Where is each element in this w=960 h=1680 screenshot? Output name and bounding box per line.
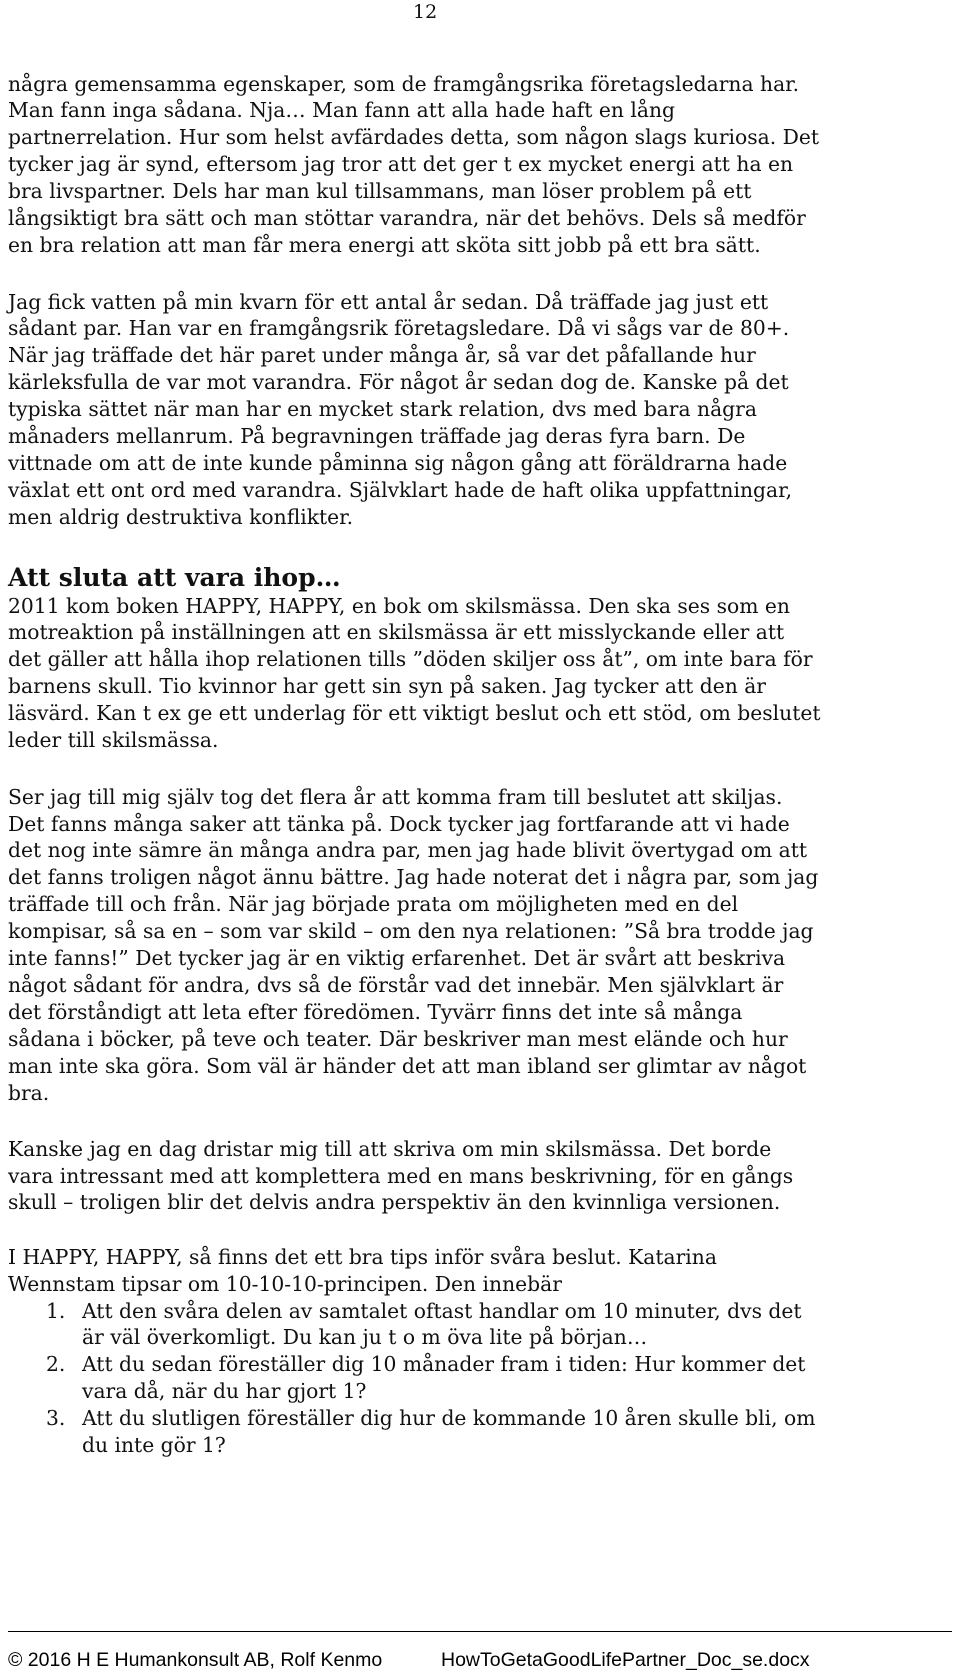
text-line: 2011 kom boken HAPPY, HAPPY, en bok om skilsmässa. Den ska ses som en — [8, 593, 790, 618]
paragraph — [8, 289, 948, 531]
text-line: några gemensamma egenskaper, som de framgångsrika företagsledarna har. — [8, 71, 800, 96]
text-line: bra. — [8, 1080, 50, 1105]
text-line: man inte ska göra. Som väl är händer det att man ibland ser glimtar av något — [8, 1053, 807, 1078]
section-heading: Att sluta att vara ihop… — [8, 562, 341, 592]
paragraph — [8, 1244, 948, 1298]
list-number: 3. — [46, 1406, 66, 1431]
footer-copyright: © 2016 H E Humankonsult AB, Rolf Kenmo — [8, 1649, 383, 1671]
list-item-text: Att du slutligen föreställer dig hur de kommande 10 åren skulle bli, om — [82, 1406, 816, 1431]
paragraph — [8, 71, 948, 259]
text-line: När jag träffade det här paret under många år, så var det påfallande hur — [8, 343, 756, 368]
list-item-text: du inte gör 1? — [82, 1433, 226, 1458]
text-line: Jag fick vatten på min kvarn för ett antal år sedan. Då träffade jag just ett — [8, 289, 769, 314]
text-line: tycker jag är synd, eftersom jag tror att det ger t ex mycket energi att ha en — [8, 152, 794, 177]
paragraph — [8, 1136, 948, 1217]
footer-rule — [8, 1631, 952, 1632]
page-number: 12 — [413, 1, 438, 23]
text-line: en bra relation att man får mera energi att sköta sitt jobb på ett bra sätt. — [8, 232, 761, 257]
text-line: typiska sättet när man har en mycket stark relation, dvs med bara några — [8, 397, 757, 422]
text-line: sådant par. Han var en framgångsrik företagsledare. Då vi sågs var de 80+. — [8, 316, 790, 341]
text-line: något sådant för andra, dvs så de förstår vad det innebär. Men självklart är — [8, 972, 784, 997]
text-line: träffade till och från. När jag började prata om möjligheten med en del — [8, 892, 739, 917]
text-line: läsvärd. Kan t ex ge ett underlag för ett viktigt beslut och ett stöd, om beslutet — [8, 701, 821, 726]
list-item-text: är väl överkomligt. Du kan ju t o m öva lite på början… — [82, 1325, 648, 1350]
text-line: Wennstam tipsar om 10-10-10-principen. Den innebär — [8, 1271, 562, 1296]
text-line: vara intressant med att komplettera med en mans beskrivning, för en gångs — [8, 1163, 794, 1188]
document-body — [8, 71, 948, 1459]
list-item — [8, 1405, 948, 1459]
text-line: långsiktigt bra sätt och man stöttar varandra, när det behövs. Dels så medför — [8, 206, 806, 231]
list-item-text: vara då, när du har gjort 1? — [82, 1379, 367, 1404]
text-line: sådana i böcker, på teve och teater. Där beskriver man mest elände och hur — [8, 1026, 788, 1051]
text-line: Det fanns många saker att tänka på. Dock tycker jag fortfarande att vi hade — [8, 811, 790, 836]
text-line: kärleksfulla de var mot varandra. För något år sedan dog de. Kanske på det — [8, 370, 789, 395]
text-line: växlat ett ont ord med varandra. Självklart hade de haft olika uppfattningar, — [8, 477, 793, 502]
list-item — [8, 1351, 948, 1405]
text-line: Kanske jag en dag dristar mig till att skriva om min skilsmässa. Det borde — [8, 1136, 772, 1161]
text-line: månaders mellanrum. På begravningen träffade jag deras fyra barn. De — [8, 424, 746, 449]
text-line: partnerrelation. Hur som helst avfärdades detta, som någon slags kuriosa. Det — [8, 125, 820, 150]
numbered-list — [8, 1298, 948, 1459]
text-line: inte fanns!” Det tycker jag är en viktig erfarenhet. Det är svårt att beskriva — [8, 946, 786, 971]
text-line: Man fann inga sådana. Nja… Man fann att alla hade haft en lång — [8, 98, 676, 123]
list-item — [8, 1298, 948, 1352]
text-line: I HAPPY, HAPPY, så finns det ett bra tips inför svåra beslut. Katarina — [8, 1244, 717, 1269]
paragraph — [8, 593, 948, 754]
list-item-text: Att den svåra delen av samtalet oftast handlar om 10 minuter, dvs det — [82, 1298, 802, 1323]
list-item-text: Att du sedan föreställer dig 10 månader fram i tiden: Hur kommer det — [82, 1352, 806, 1377]
text-line: vittnade om att de inte kunde påminna sig någon gång att föräldrarna hade — [8, 450, 788, 475]
text-line: det gäller att hålla ihop relationen tills ”döden skiljer oss åt”, om inte bara för — [8, 647, 813, 672]
list-number: 1. — [46, 1298, 66, 1323]
text-line: det fanns troligen något ännu bättre. Jag hade noterat det i några par, som jag — [8, 865, 819, 890]
text-line: motreaktion på inställningen att en skilsmässa är ett misslyckande eller att — [8, 620, 785, 645]
text-line: skull – troligen blir det delvis andra perspektiv än den kvinnliga versionen. — [8, 1190, 781, 1215]
list-number: 2. — [46, 1352, 66, 1377]
footer-filename: HowToGetaGoodLifePartner_Doc_se.docx — [441, 1649, 810, 1671]
text-line: Ser jag till mig själv tog det flera år att komma fram till beslutet att skiljas. — [8, 784, 783, 809]
paragraph — [8, 784, 948, 1107]
text-line: det förståndigt att leta efter föredömen. Tyvärr finns det inte så många — [8, 999, 743, 1024]
text-line: bra livspartner. Dels har man kul tillsammans, man löser problem på ett — [8, 179, 752, 204]
text-line: barnens skull. Tio kvinnor har gett sin syn på saken. Jag tycker att den är — [8, 674, 767, 699]
text-line: det nog inte sämre än många andra par, men jag hade blivit övertygad om att — [8, 838, 808, 863]
text-line: leder till skilsmässa. — [8, 728, 219, 753]
text-line: kompisar, så sa en – som var skild – om den nya relationen: ”Så bra trodde jag — [8, 919, 814, 944]
text-line: men aldrig destruktiva konflikter. — [8, 504, 354, 529]
